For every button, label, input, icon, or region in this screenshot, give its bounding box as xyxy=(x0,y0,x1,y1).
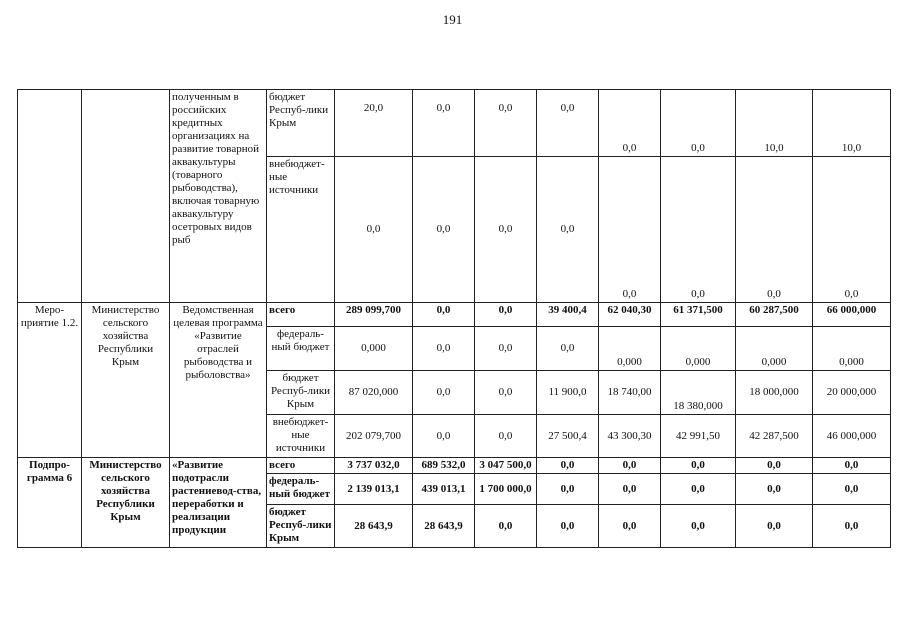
value-cell: 0,0 xyxy=(599,474,661,505)
value-cell: 0,0 xyxy=(537,458,599,474)
value-cell: 0,0 xyxy=(537,157,599,303)
source-cell: всего xyxy=(267,458,335,474)
value-cell: 0,0 xyxy=(475,90,537,157)
total-cell: 0,0 xyxy=(335,157,413,303)
value-cell: 0,0 xyxy=(475,505,537,548)
value-cell: 27 500,4 xyxy=(537,415,599,458)
source-cell: внебюджет-ные источники xyxy=(267,415,335,458)
source-cell: федераль-ный бюджет xyxy=(267,474,335,505)
value-cell: 0,0 xyxy=(661,90,736,157)
value-cell: 0,0 xyxy=(599,458,661,474)
value-cell: 0,0 xyxy=(475,371,537,415)
value-cell: 0,0 xyxy=(599,505,661,548)
budget-table xyxy=(17,89,891,548)
value-cell: 0,0 xyxy=(413,371,475,415)
value-cell: 42 287,500 xyxy=(736,415,813,458)
source-cell: бюджет Респуб-лики Крым xyxy=(267,505,335,548)
value-cell: 0,0 xyxy=(475,303,537,327)
name-cell: Ведомственная целевая программа «Развитие отраслей рыбоводства и рыболовства» xyxy=(170,303,267,458)
value-cell: 0,0 xyxy=(813,505,891,548)
table-row xyxy=(18,303,891,327)
total-cell: 0,000 xyxy=(335,327,413,371)
source-cell: внебюджет-ные источники xyxy=(267,157,335,303)
value-cell: 61 371,500 xyxy=(661,303,736,327)
value-cell: 0,0 xyxy=(537,505,599,548)
value-cell: 0,000 xyxy=(599,327,661,371)
value-cell: 0,0 xyxy=(813,157,891,303)
value-cell: 0,0 xyxy=(413,415,475,458)
executor-cell xyxy=(82,90,170,303)
source-cell: всего xyxy=(267,303,335,327)
value-cell: 20 000,000 xyxy=(813,371,891,415)
source-cell: бюджет Респуб-лики Крым xyxy=(267,90,335,157)
value-cell: 0,0 xyxy=(736,157,813,303)
value-cell: 0,0 xyxy=(661,458,736,474)
value-cell: 18 740,00 xyxy=(599,371,661,415)
source-cell: федераль-ный бюджет xyxy=(267,327,335,371)
value-cell: 0,000 xyxy=(813,327,891,371)
executor-cell: Министерство сельского хозяйства Республики Крым xyxy=(82,303,170,458)
value-cell: 39 400,4 xyxy=(537,303,599,327)
value-cell: 0,0 xyxy=(661,474,736,505)
value-cell: 28 643,9 xyxy=(413,505,475,548)
table-row xyxy=(18,90,891,157)
executor-cell: Министерство сельского хозяйства Республики Крым xyxy=(82,458,170,548)
total-cell: 202 079,700 xyxy=(335,415,413,458)
value-cell: 0,0 xyxy=(413,157,475,303)
value-cell: 0,0 xyxy=(736,474,813,505)
measure-cell: Подпро-грамма 6 xyxy=(18,458,82,548)
value-cell: 0,0 xyxy=(813,474,891,505)
value-cell: 0,0 xyxy=(537,90,599,157)
total-cell: 20,0 xyxy=(335,90,413,157)
value-cell: 0,0 xyxy=(413,303,475,327)
value-cell: 0,0 xyxy=(475,157,537,303)
total-cell: 28 643,9 xyxy=(335,505,413,548)
value-cell: 46 000,000 xyxy=(813,415,891,458)
value-cell: 0,000 xyxy=(736,327,813,371)
value-cell: 0,0 xyxy=(736,458,813,474)
total-cell: 2 139 013,1 xyxy=(335,474,413,505)
page-number: 191 xyxy=(442,12,463,27)
value-cell: 0,0 xyxy=(413,90,475,157)
measure-cell: Меро-приятие 1.2. xyxy=(18,303,82,458)
total-cell: 87 020,000 xyxy=(335,371,413,415)
value-cell: 0,0 xyxy=(599,90,661,157)
source-cell: бюджет Респуб-лики Крым xyxy=(267,371,335,415)
value-cell: 439 013,1 xyxy=(413,474,475,505)
value-cell: 0,0 xyxy=(736,505,813,548)
name-cell: «Развитие подотрасли растениевод-ства, переработки и реализации продукции xyxy=(170,458,267,548)
table-row xyxy=(18,458,891,474)
value-cell: 18 000,000 xyxy=(736,371,813,415)
value-cell: 0,0 xyxy=(537,474,599,505)
value-cell: 0,000 xyxy=(661,327,736,371)
value-cell: 60 287,500 xyxy=(736,303,813,327)
value-cell: 11 900,0 xyxy=(537,371,599,415)
value-cell: 0,0 xyxy=(661,157,736,303)
value-cell: 10,0 xyxy=(813,90,891,157)
name-cell: полученным в российских кредитных организациях на развитие товарной аквакультуры (товарного рыбоводства), включая товарную аквакультуру осетровых видов рыб xyxy=(170,90,267,303)
value-cell: 0,0 xyxy=(413,327,475,371)
value-cell: 0,0 xyxy=(475,415,537,458)
value-cell: 0,0 xyxy=(475,327,537,371)
value-cell: 43 300,30 xyxy=(599,415,661,458)
value-cell: 689 532,0 xyxy=(413,458,475,474)
total-cell: 3 737 032,0 xyxy=(335,458,413,474)
value-cell: 0,0 xyxy=(813,458,891,474)
value-cell: 18 380,000 xyxy=(661,371,736,415)
value-cell: 62 040,30 xyxy=(599,303,661,327)
value-cell: 66 000,000 xyxy=(813,303,891,327)
value-cell: 10,0 xyxy=(736,90,813,157)
value-cell: 0,0 xyxy=(537,327,599,371)
value-cell: 1 700 000,0 xyxy=(475,474,537,505)
value-cell: 0,0 xyxy=(661,505,736,548)
value-cell: 3 047 500,0 xyxy=(475,458,537,474)
total-cell: 289 099,700 xyxy=(335,303,413,327)
measure-cell xyxy=(18,90,82,303)
value-cell: 0,0 xyxy=(599,157,661,303)
value-cell: 42 991,50 xyxy=(661,415,736,458)
